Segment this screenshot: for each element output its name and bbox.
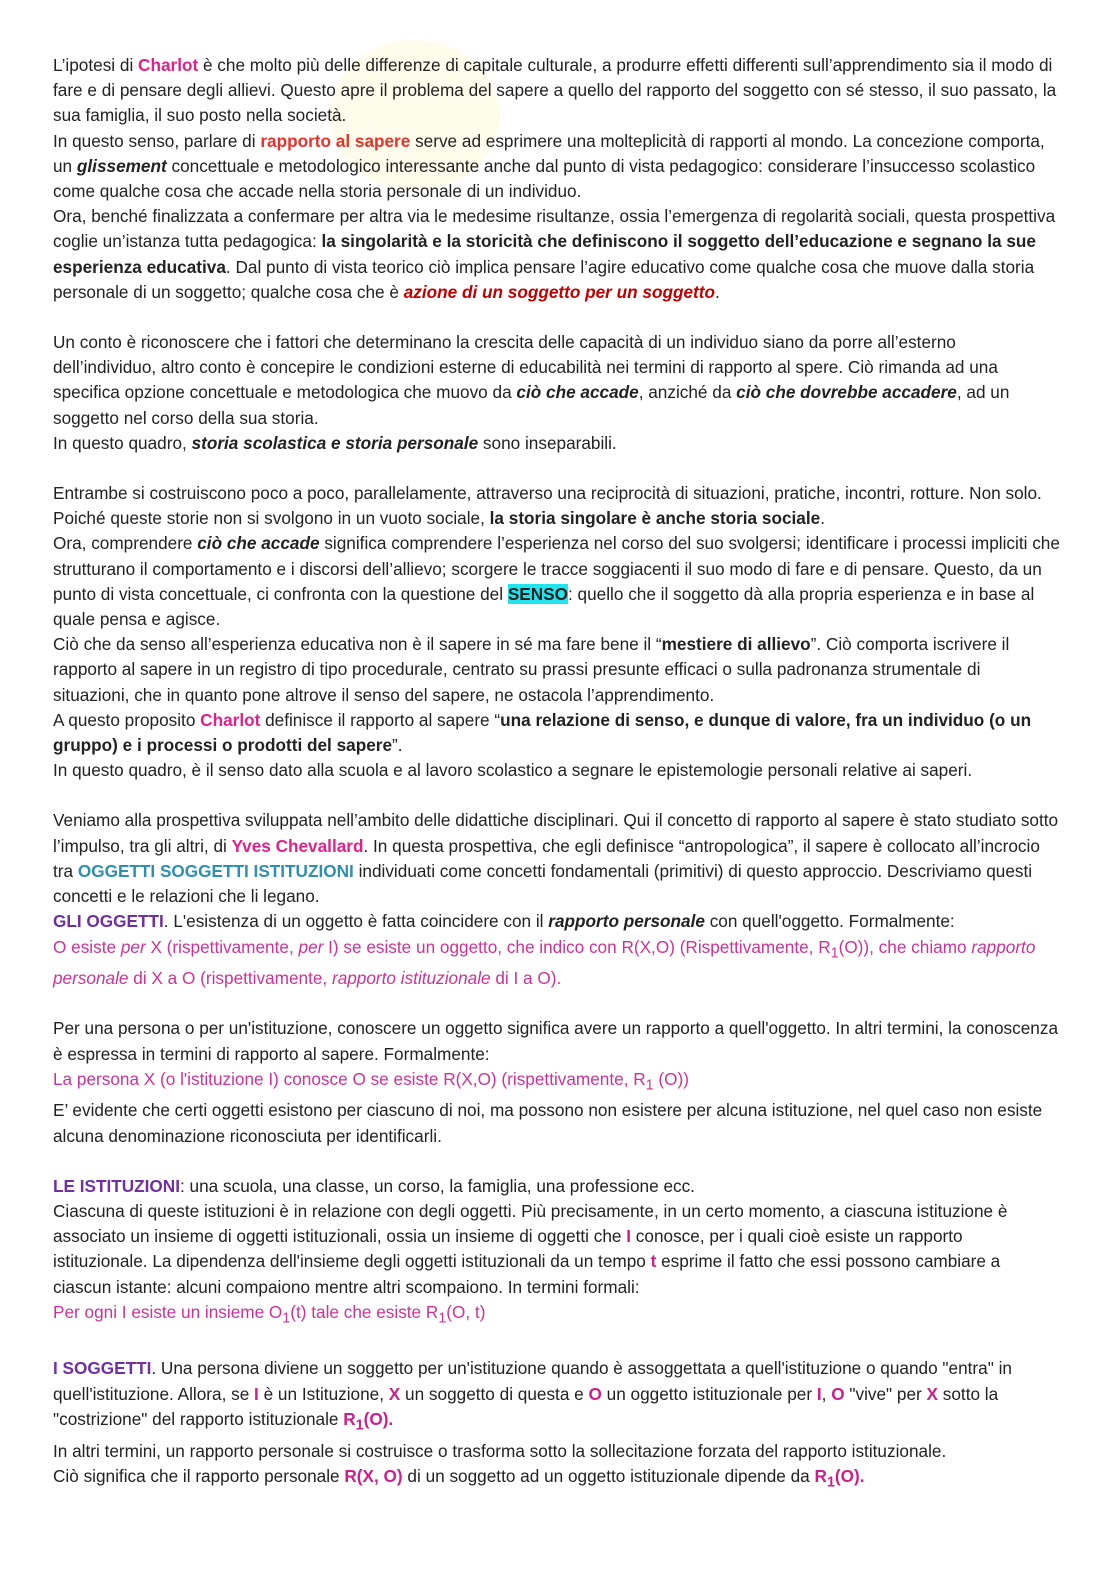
- paragraph-i-soggetti: I SOGGETTI. Una persona diviene un soggetto per un'istituzione quando è assoggettata a quell'istituzione o quando "entra" in quell'istituzione. Allora, se I è un Istituzione, X un soggetto di questa e O un oggetto istituzionale per I, O "vive" per X sotto la "costrizione" del rapporto istituzionale $R_1(O)$.: [53, 1358, 1012, 1434]
- formula-conoscenza: La persona X (o l'istituzione I) conosce O se esiste R(X,O) (rispettivamente, $R_1$ (O)): [53, 1068, 689, 1094]
- paragraph-oggetti-istituzionali: Ciascuna di queste istituzioni è in relazione con degli oggetti. Più precisamente, in un certo momento, a ciascuna istituzione è associato un insieme di oggetti istituzionali, ossia un insieme di oggetti che I conosce, per i quali cioè esiste un rapporto istituzionale. La dipendenza dell'insieme degli oggetti istituzionali da un tempo t esprime il fatto che essi possono cambiare a ciascun istante: alcuni compaiono mentre altri scompaiono. In termini formali:: [53, 1201, 1008, 1297]
- paragraph-chevallard: Veniamo alla prospettiva sviluppata nell’ambito delle didattiche disciplinari. Qui il concetto di rapporto al sapere è stato studiato sotto l’impulso, tra gli altri, di Yves Chevallard. In questa prospettiva, che egli definisce “antropologica”, il sapere è collocato all’incrocio tra OGGETTI SOGGETTI ISTITUZIONI individuati come concetti fondamentali (primitivi) di questo approccio. Descriviamo questi concetti e le relazioni che li legano.: [53, 810, 1059, 907]
- paragraph-educabilita: Un conto è riconoscere che i fattori che determinano la crescita delle capacità di un individuo siano da porre all’esterno dell’individuo, altro conto è concepire le condizioni esterne di educabilità nei termini di rapporto al spere. Ciò rimanda ad una specifica opzione concettuale e metodologica che muovo da ciò che accade, anziché da ciò che dovrebbe accadere, ad un soggetto nel corso della sua storia.: [53, 332, 1010, 428]
- term-oggetti-soggetti-istituzioni: OGGETTI SOGGETTI ISTITUZIONI: [77, 860, 354, 881]
- paragraph-mestiere-allievo: Ciò che da senso all’esperienza educativa non è il sapere in sé ma fare bene il “mestiere di allievo”. Ciò comporta iscrivere il rapporto al sapere in un registro di tipo procedurale, centrato su prassi presunte efficaci o sulla padronanza strumentale di situazioni, che in quanto pone altrove il senso del sapere, ne ostacola l’apprendimento.: [53, 634, 1010, 705]
- paragraph-epistemologie: In questo quadro, è il senso dato alla scuola e al lavoro scolastico a segnare le epistemologie personali relative ai saperi.: [53, 760, 973, 781]
- name-charlot: Charlot: [138, 55, 199, 75]
- paragraph-rapporto-al-sapere: In questo senso, parlare di rapporto al sapere serve ad esprimere una molteplicità di rapporti al mondo. La concezione comporta, un glissement concettuale e metodologico interessante anche dal punto di vista pedagogico: considerare l’insuccesso scolastico come qualche cosa che accade nella storia personale di un individuo.: [53, 130, 1045, 202]
- paragraph-reciprocita: Entrambe si costruiscono poco a poco, parallelamente, attraverso una reciprocità di situazioni, pratiche, incontri, rotture. Non solo. Poiché queste storie non si svolgono in un vuoto sociale, la storia singolare è anche storia sociale.: [53, 483, 1042, 529]
- document-page: [53, 53, 1061, 1495]
- paragraph-le-istituzioni: LE ISTITUZIONI: una scuola, una classe, un corso, la famiglia, una professione ecc.: [53, 1175, 695, 1196]
- heading-gli-oggetti: GLI OGGETTI: [53, 911, 164, 932]
- heading-le-istituzioni: LE ISTITUZIONI: [53, 1175, 180, 1196]
- paragraph-dipendenza: Ciò significa che il rapporto personale R(X, O) di un soggetto ad un oggetto istituzionale dipende da $R_1(O)$.: [53, 1465, 865, 1491]
- paragraph-prospettiva-pedagogica: Ora, benché finalizzata a confermare per altra via le medesime risultanze, ossia l’emergenza di regolarità sociali, questa prospettiva coglie un’istanza tutta pedagogica: la singolarità e la storicità che definiscono il soggetto dell’educazione e segnano la sue esperienza educativa. Dal punto di vista teorico ciò implica pensare l’agire educativo come qualche cosa che muove dalla storia personale di un soggetto; qualche cosa che è azione di un soggetto per un soggetto.: [53, 206, 1056, 302]
- term-glissement: glissement: [76, 155, 167, 176]
- paragraph-senso: Ora, comprendere ciò che accade significa comprendere l’esperienza nel corso del suo svolgersi; identificare i processi impliciti che strutturano il comportamento e i discorsi dell’allievo; scorgere le tracce soggiacenti il suo modo di fare e di pensare. Questo, da un punto di vista concettuale, ci confronta con la questione del SENSO: quello che il soggetto dà alla propria esperienza e in base al quale pensa e agisce.: [53, 533, 1060, 630]
- name-chevallard: Yves Chevallard: [231, 835, 364, 856]
- highlight-senso: SENSO: [507, 583, 568, 604]
- paragraph-charlot-definition: A questo proposito Charlot definisce il rapporto al sapere “una relazione di senso, e dunque di valore, fra un individuo (o un gruppo) e i processi o prodotti del sapere”.: [53, 709, 1032, 756]
- paragraph-conoscere-oggetto: Per una persona o per un'istituzione, conoscere un oggetto significa avere un rapporto a quell'oggetto. In altri termini, la conoscenza è espressa in termini di rapporto al sapere. Formalmente:: [53, 1018, 1059, 1064]
- paragraph-oggetti-esistono: E’ evidente che certi oggetti esistono per ciascuno di noi, ma possono non esistere per alcuna istituzione, nel quel caso non esiste alcuna denominazione riconosciuta per identificarli.: [53, 1100, 1043, 1146]
- heading-i-soggetti: I SOGGETTI: [53, 1358, 152, 1379]
- name-charlot: Charlot: [200, 709, 261, 730]
- formula-insieme-oggetti: Per ogni I esiste un insieme $O_1(t)$ tale che esiste $R_1(O$, t): [53, 1301, 486, 1327]
- term-rapporto-al-sapere: rapporto al sapere: [260, 130, 411, 151]
- term-azione-soggetto: azione di un soggetto per un soggetto: [403, 281, 715, 302]
- paragraph-rapporto-personale: In altri termini, un rapporto personale si costruisce o trasforma sotto la sollecitazione forzata del rapporto istituzionale.: [53, 1440, 947, 1461]
- formula-esistenza-oggetto: O esiste per X (rispettivamente, per I) se esiste un oggetto, che indico con R(X,O) (Rispettivamente, $R_1(O)$), che chiamo rapporto personale di X a O (rispettivamente, rapporto istituzionale di I a O).: [53, 936, 1036, 989]
- paragraph-gli-oggetti: GLI OGGETTI. L'esistenza di un oggetto è fatta coincidere con il rapporto personale con quell'oggetto. Formalmente:: [53, 911, 955, 932]
- paragraph-storia-scolastica: In questo quadro, storia scolastica e storia personale sono inseparabili.: [53, 432, 617, 453]
- paragraph-charlot-hypothesis: L’ipotesi di Charlot è che molto più delle differenze di capitale culturale, a produrre effetti differenti sull’apprendimento sia il modo di fare e di pensare degli allievi. Questo apre il problema del sapere a quello del rapporto del soggetto con sé stesso, il suo passato, la sua famiglia, il suo posto nella società.: [53, 55, 1057, 126]
